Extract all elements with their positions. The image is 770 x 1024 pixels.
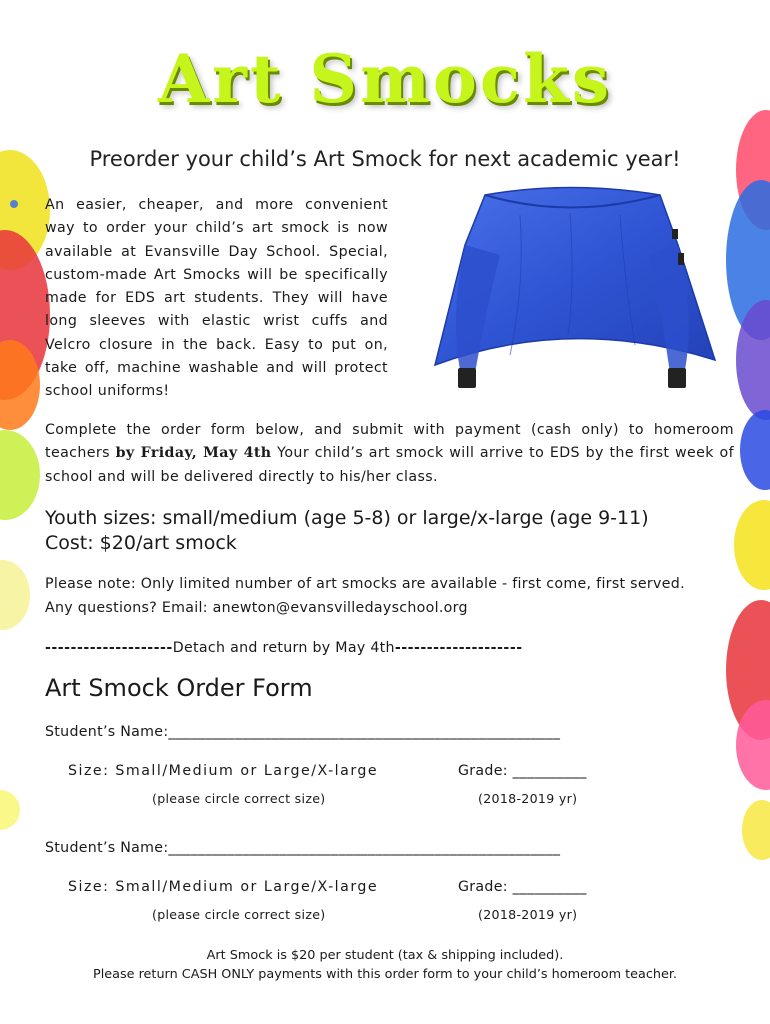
questions-line: Any questions? Email: anewton@evansvilledayschool.org <box>45 600 468 616</box>
note-block <box>45 572 745 620</box>
smock-image <box>410 185 730 395</box>
size-options[interactable]: Size: Small/Medium or Large/X-large <box>68 763 379 779</box>
year-hint: (2018-2019 yr) <box>478 791 578 806</box>
instructions-paragraph <box>45 419 734 489</box>
footer-return-line: Please return CASH ONLY payments with this order form to your child’s homeroom teacher. <box>92 967 678 982</box>
size-hint: (please circle correct size) <box>152 791 326 806</box>
footer-notes <box>0 946 770 984</box>
grade-field[interactable]: Grade: __________ <box>458 763 587 779</box>
flyer-subtitle: Preorder your child’s Art Smock for next academic year! <box>89 147 681 171</box>
year-hint: (2018-2019 yr) <box>478 907 578 922</box>
student-name-field[interactable]: Student’s Name:_____________________________________________________ <box>45 840 561 856</box>
student-name-field[interactable]: Student’s Name:_____________________________________________________ <box>45 724 561 740</box>
flyer-title: Art Smocks <box>157 40 613 118</box>
detach-line <box>45 640 745 656</box>
size-options[interactable]: Size: Small/Medium or Large/X-large <box>68 879 379 895</box>
note-line: Please note: Only limited number of art smocks are available - first come, first served. <box>45 576 685 592</box>
grade-field[interactable]: Grade: __________ <box>458 879 587 895</box>
cost-line: Cost: $20/art smock <box>45 532 237 554</box>
size-hint: (please circle correct size) <box>152 907 326 922</box>
instructions-text-end: Your child’s art smock will arrive to EDS by the first week of school and will be delivered directly to his/her class. <box>45 445 734 485</box>
sizes-line: Youth sizes: small/medium (age 5-8) or large/x-large (age 9-11) <box>45 507 649 529</box>
order-form-title: Art Smock Order Form <box>45 674 313 702</box>
instructions-text-start: Complete the order form below, and submit with payment (cash only) to homeroom teachers <box>45 422 734 462</box>
sizes-block <box>45 506 745 556</box>
footer-price-line: Art Smock is $20 per student (tax & shipping included). <box>206 948 564 963</box>
detach-text: Detach and return by May 4th <box>172 640 395 656</box>
detach-dashes-left: -------------------- <box>45 640 173 656</box>
detach-dashes-right: -------------------- <box>394 640 523 656</box>
deadline-text: by Friday, May 4th <box>115 445 272 462</box>
intro-paragraph: An easier, cheaper, and more convenient way to order your child’s art smock is now available at Evansville Day School. Special, custom-made Art Smocks will be specifically made for EDS art students. They will have long sleeves with elastic wrist cuffs and Velcro closure in the back. Easy to put on, take off, machine washable and will protect school uniforms! <box>45 197 388 400</box>
